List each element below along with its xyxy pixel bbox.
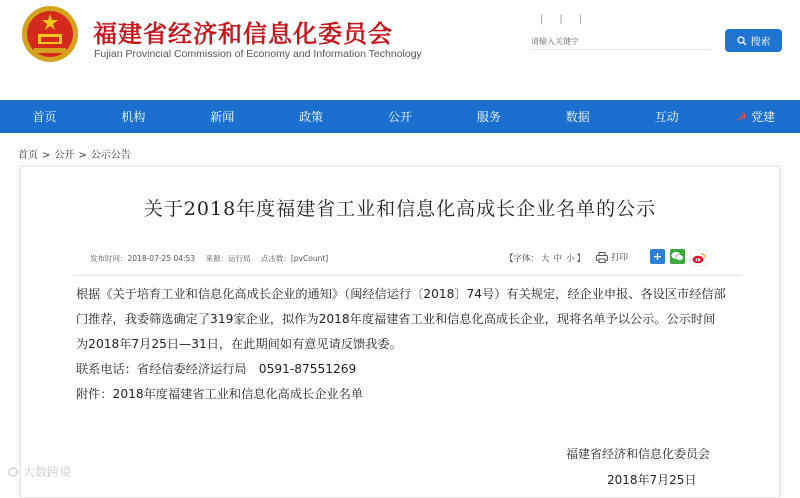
watermark-logo-icon — [6, 466, 20, 478]
site-title: 福建省经济和信息化委员会 — [93, 20, 393, 48]
breadcrumb-separator: > — [42, 150, 51, 161]
signature-date: 2018年7月25日 — [607, 473, 697, 487]
print-button[interactable] — [596, 251, 628, 263]
nav-item-interaction[interactable] — [622, 100, 711, 133]
signature-organization: 福建省经济和信息化委员会 — [566, 447, 711, 461]
nav-item-data[interactable] — [533, 100, 622, 133]
printer-icon — [596, 252, 608, 263]
nav-label: 数据 — [565, 110, 590, 124]
nav-item-home[interactable] — [0, 100, 89, 133]
nav-label: 首页 — [32, 110, 57, 124]
nav-item-organization[interactable] — [89, 100, 178, 133]
top-link-separator: | — [578, 14, 599, 25]
site-header — [0, 0, 800, 100]
nav-label: 新闻 — [210, 110, 235, 124]
party-emblem-icon: ☭ — [736, 109, 747, 124]
article-paragraph: 根据《关于培育工业和信息化高成长企业的通知》（闽经信运行〔2018〕74号）有关规定，经企业申报、各设区市经信部门推荐，我委筛选确定了319家企业，拟作为2018年度福建省工业和信息化高成长企业，现将名单予以公示。公示时间为2018年7月25日—31日，在此期间如有意见请反馈我委。 — [76, 287, 726, 351]
nav-label: 政策 — [299, 110, 324, 124]
nav-label: 党建 — [750, 110, 775, 124]
font-size-label: 【字体： — [505, 254, 540, 264]
nav-item-public[interactable] — [356, 100, 445, 133]
font-size-close: 】 — [576, 254, 586, 264]
publish-time: 发布时间：2018-07-25 04:53 — [90, 254, 196, 263]
search-input[interactable] — [531, 33, 711, 50]
watermark — [6, 463, 71, 480]
nav-item-services[interactable] — [444, 100, 533, 133]
article-title: 关于2018年度福建省工业和信息化高成长企业名单的公示 — [143, 198, 657, 220]
divider — [73, 275, 741, 276]
search-icon — [737, 36, 747, 46]
nav-label: 机构 — [121, 110, 146, 124]
top-link-separator: | — [559, 14, 579, 25]
article-body — [76, 282, 726, 407]
weibo-icon[interactable] — [690, 249, 707, 266]
watermark-text: 大数跨境 — [23, 465, 72, 479]
breadcrumb-separator: > — [78, 150, 87, 161]
breadcrumb-public[interactable]: 公开 — [54, 150, 75, 161]
top-link-separator: | — [540, 14, 560, 25]
nav-label: 公开 — [388, 110, 413, 124]
nav-item-policy[interactable] — [267, 100, 356, 133]
emblem-logo — [20, 4, 80, 64]
top-links[interactable] — [540, 14, 598, 25]
nav-item-news[interactable] — [178, 100, 267, 133]
font-size-control — [505, 252, 585, 264]
search-button[interactable] — [725, 29, 782, 52]
click-count: 点击数：[pvCount] — [260, 254, 329, 263]
article-meta — [90, 253, 336, 264]
font-size-small[interactable]: 小 — [566, 254, 575, 264]
nav-item-party[interactable] — [711, 100, 800, 133]
article-source: 来源：运行局 — [205, 254, 251, 263]
contact-line: 联系电话：省经信委经济运行局 0591-87551269 — [76, 362, 357, 376]
breadcrumb-notices[interactable]: 公示公告 — [90, 150, 131, 161]
main-nav — [0, 100, 800, 133]
breadcrumb — [18, 146, 131, 161]
wechat-icon[interactable] — [670, 249, 685, 264]
nav-label: 互动 — [654, 110, 679, 124]
search-button-label: 搜索 — [750, 37, 771, 48]
article-card — [20, 166, 780, 498]
share-buttons — [650, 249, 707, 266]
font-size-medium[interactable]: 中 — [553, 254, 563, 264]
attachment-line[interactable]: 附件：2018年度福建省工业和信息化高成长企业名单 — [76, 387, 363, 401]
print-label: 打印 — [611, 253, 629, 263]
breadcrumb-home[interactable]: 首页 — [18, 150, 38, 161]
font-size-large[interactable]: 大 — [541, 254, 550, 264]
nav-label: 服务 — [476, 110, 501, 124]
site-subtitle: Fujian Provincial Commission of Economy and Information Technology — [94, 48, 422, 60]
plus-share-icon[interactable]: + — [650, 249, 665, 264]
